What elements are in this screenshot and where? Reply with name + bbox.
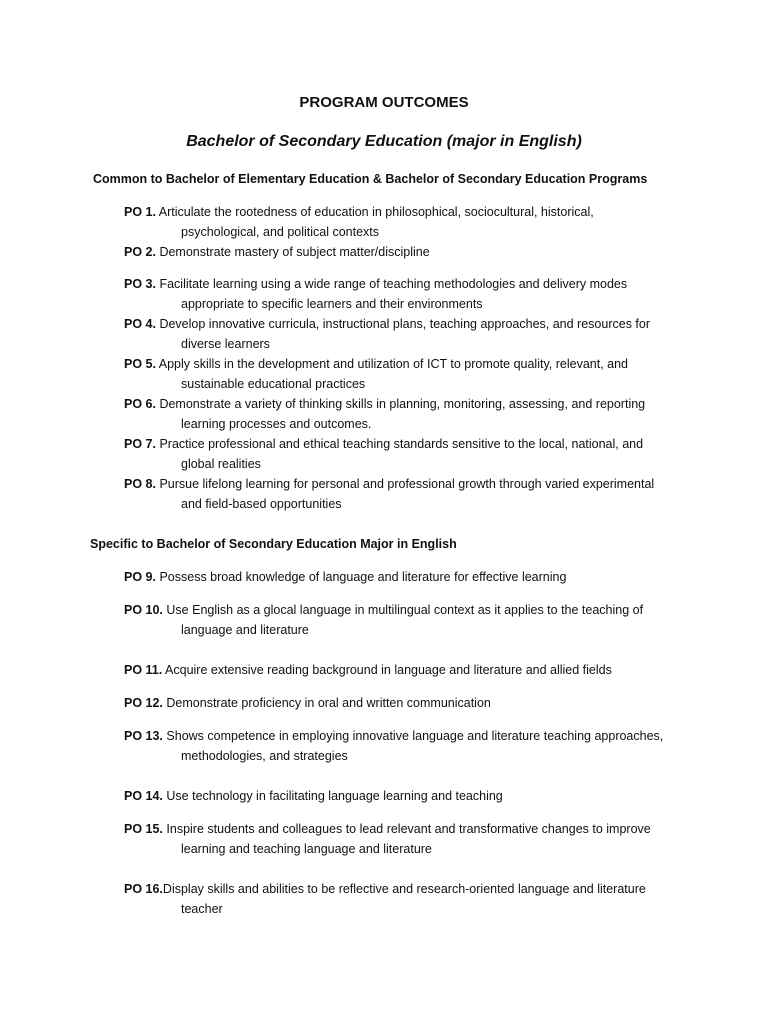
- outcome-label: PO 9.: [124, 570, 156, 584]
- outcome-text-cont: methodologies, and strategies: [181, 749, 348, 763]
- outcome-po12: [124, 693, 684, 713]
- outcome-po3: [124, 274, 684, 314]
- outcome-text: Apply skills in the development and utilization of ICT to promote quality, relevant, and: [158, 357, 629, 371]
- outcome-text: Pursue lifelong learning for personal and professional growth through varied experimental: [159, 477, 655, 491]
- outcome-label: PO 7.: [124, 437, 156, 451]
- outcome-po6: [124, 394, 684, 434]
- outcome-po7: [124, 434, 684, 474]
- outcome-text: Facilitate learning using a wide range of teaching methodologies and delivery modes: [159, 277, 628, 291]
- outcome-po5: [124, 354, 684, 394]
- outcome-po11: [124, 660, 684, 680]
- outcome-label: PO 5.: [124, 357, 156, 371]
- outcome-po1: [124, 202, 684, 242]
- outcome-text-cont: and field-based opportunities: [181, 497, 342, 511]
- outcome-text-cont: diverse learners: [181, 337, 270, 351]
- outcome-label: PO 1.: [124, 205, 156, 219]
- outcome-text: Display skills and abilities to be reflective and research-oriented language and literature: [162, 882, 646, 896]
- outcome-text: Demonstrate proficiency in oral and written communication: [166, 696, 491, 710]
- outcome-label: PO 10.: [124, 603, 163, 617]
- outcome-text: Develop innovative curricula, instructional plans, teaching approaches, and resources for: [159, 317, 651, 331]
- outcome-text: Inspire students and colleagues to lead relevant and transformative changes to improve: [166, 822, 651, 836]
- outcome-label: PO 3.: [124, 277, 156, 291]
- outcome-text: Use English as a glocal language in multilingual context as it applies to the teaching of: [166, 603, 644, 617]
- outcome-po14: [124, 786, 684, 806]
- outcome-text-cont: sustainable educational practices: [181, 377, 366, 391]
- outcome-label: PO 16.: [124, 882, 163, 896]
- outcome-po2: [124, 242, 684, 262]
- outcome-po8: [124, 474, 684, 514]
- outcome-label: PO 15.: [124, 822, 163, 836]
- outcome-label: PO 11.: [124, 663, 163, 677]
- outcome-text-cont: language and literature: [181, 623, 309, 637]
- outcome-label: PO 8.: [124, 477, 156, 491]
- outcome-text: Demonstrate mastery of subject matter/discipline: [159, 245, 430, 259]
- outcome-po10: [124, 600, 684, 640]
- common-section-heading: Common to Bachelor of Elementary Education & Bachelor of Secondary Education Programs: [93, 172, 648, 186]
- outcome-text: Acquire extensive reading background in language and literature and allied fields: [165, 663, 612, 677]
- outcome-po13: [124, 726, 684, 766]
- outcome-text-cont: learning processes and outcomes.: [181, 417, 372, 431]
- outcome-text: Use technology in facilitating language learning and teaching: [166, 789, 503, 803]
- outcome-po15: [124, 819, 684, 859]
- program-subtitle: Bachelor of Secondary Education (major in English): [186, 133, 582, 150]
- outcome-label: PO 12.: [124, 696, 163, 710]
- outcome-po16: [124, 879, 684, 919]
- outcome-label: PO 13.: [124, 729, 163, 743]
- outcome-text: Demonstrate a variety of thinking skills in planning, monitoring, assessing, and reporting: [159, 397, 646, 411]
- outcome-text-cont: appropriate to specific learners and their environments: [181, 297, 483, 311]
- outcome-text-cont: learning and teaching language and literature: [181, 842, 432, 856]
- outcome-label: PO 14.: [124, 789, 163, 803]
- outcome-po9: [124, 567, 684, 587]
- page-title: PROGRAM OUTCOMES: [299, 94, 469, 111]
- outcome-text-cont: global realities: [181, 457, 261, 471]
- outcome-text: Practice professional and ethical teaching standards sensitive to the local, national, and: [159, 437, 644, 451]
- outcome-text-cont: psychological, and political contexts: [181, 225, 380, 239]
- outcome-label: PO 2.: [124, 245, 156, 259]
- outcome-text: Articulate the rootedness of education in philosophical, sociocultural, historical,: [158, 205, 594, 219]
- outcome-text: Shows competence in employing innovative language and literature teaching approaches,: [166, 729, 664, 743]
- outcome-label: PO 6.: [124, 397, 156, 411]
- outcome-text-cont: teacher: [181, 902, 223, 916]
- specific-section-heading: Specific to Bachelor of Secondary Education Major in English: [90, 537, 457, 551]
- outcome-po4: [124, 314, 684, 354]
- outcome-text: Possess broad knowledge of language and literature for effective learning: [159, 570, 567, 584]
- outcome-label: PO 4.: [124, 317, 156, 331]
